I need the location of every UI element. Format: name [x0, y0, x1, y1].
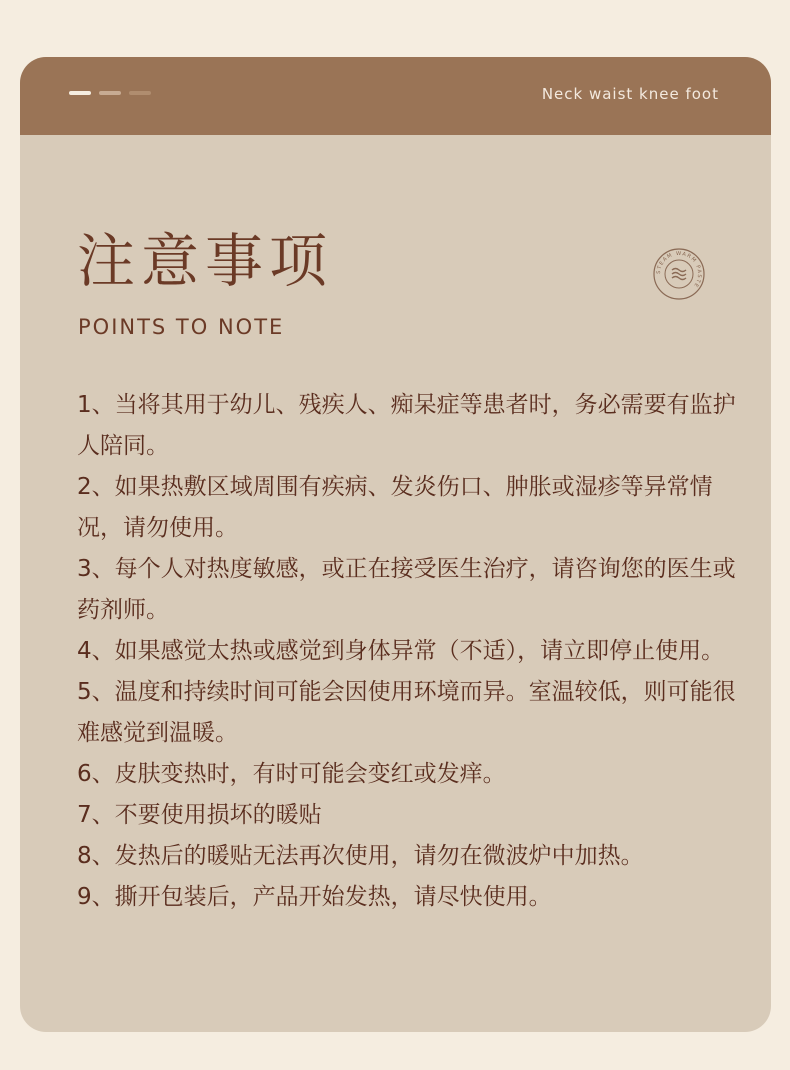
- steam-wave-seal-icon: [653, 248, 705, 300]
- page-title: 注意事项: [77, 227, 334, 295]
- seal-text: STEAM WARM PASTE: [655, 250, 703, 289]
- note-item: 1、当将其用于幼儿、残疾人、痴呆症等患者时，务必需要有监护人陪同。: [77, 392, 736, 459]
- notes-list: [77, 385, 737, 918]
- header-caption: Neck waist knee foot: [541, 85, 719, 103]
- header-bar: [20, 57, 771, 135]
- note-item: 5、温度和持续时间可能会因使用环境而异。室温较低，则可能很难感觉到温暖。: [77, 679, 736, 746]
- notice-card: [20, 57, 771, 1032]
- note-item: 6、皮肤变热时，有时可能会变红或发痒。: [77, 761, 506, 787]
- note-item: 9、撕开包装后，产品开始发热，请尽快使用。: [77, 884, 552, 910]
- note-item: 2、如果热敷区域周围有疾病、发炎伤口、肿胀或湿疹等异常情况，请勿使用。: [77, 474, 713, 541]
- page-subtitle: POINTS TO NOTE: [78, 315, 285, 339]
- note-item: 7、不要使用损坏的暖贴: [77, 802, 322, 828]
- page-indicator-dot-active: [69, 91, 91, 95]
- page-indicator-dot: [129, 91, 151, 95]
- note-item: 8、发热后的暖贴无法再次使用，请勿在微波炉中加热。: [77, 843, 644, 869]
- note-item: 4、如果感觉太热或感觉到身体异常（不适），请立即停止使用。: [77, 638, 725, 664]
- note-item: 3、每个人对热度敏感，或正在接受医生治疗，请咨询您的医生或药剂师。: [77, 556, 736, 623]
- page-indicator-dot: [99, 91, 121, 95]
